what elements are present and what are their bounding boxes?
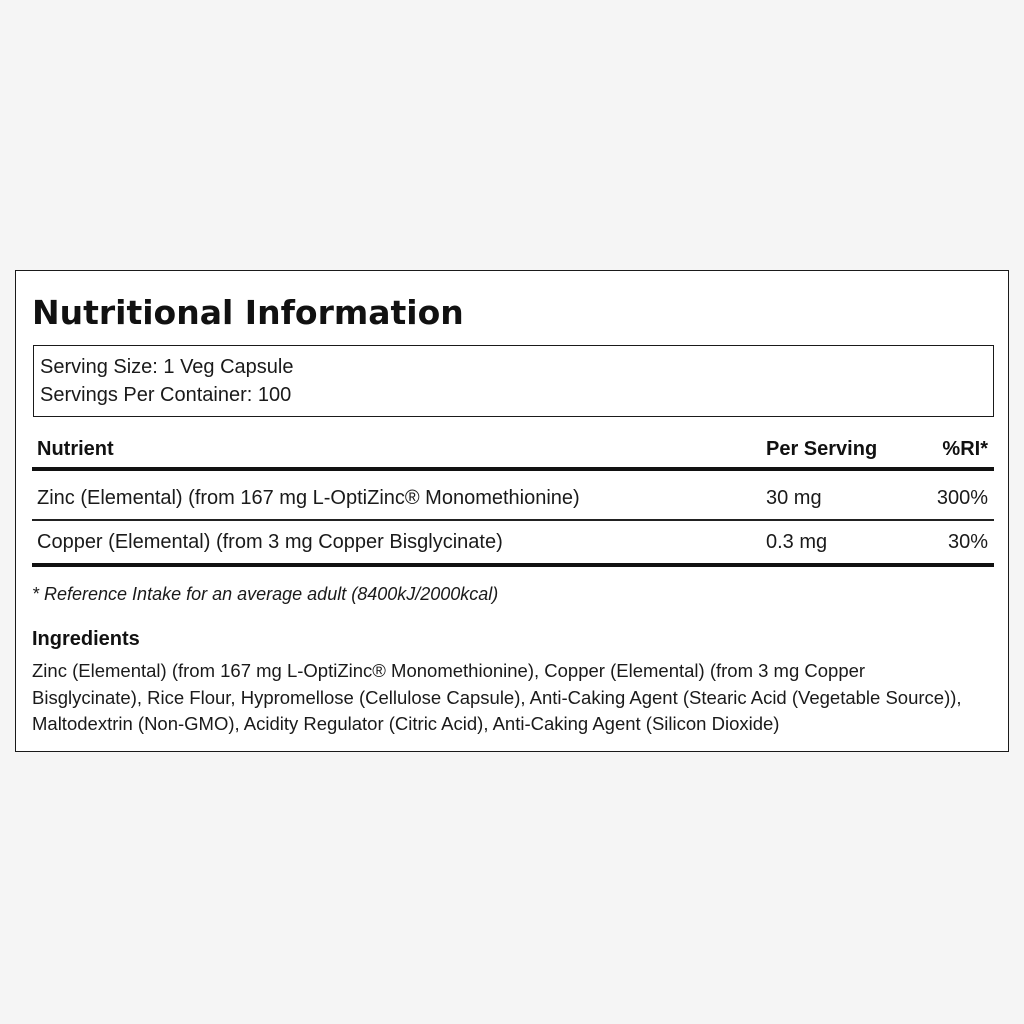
- nutrient-per-serving: 30 mg: [766, 487, 822, 509]
- nutrient-ri: 300%: [936, 487, 988, 509]
- nutrient-ri: 30%: [947, 530, 988, 553]
- header-divider: [32, 467, 994, 471]
- header-per-serving: Per Serving: [766, 438, 878, 460]
- serving-size: Serving Size: 1 Veg Capsule: [40, 356, 294, 378]
- header-ri: %RI*: [942, 438, 988, 460]
- nutrition-panel: [15, 270, 1009, 752]
- serving-info-box: [33, 345, 994, 417]
- nutrient-name: Copper (Elemental) (from 3 mg Copper Bisglycinate): [37, 530, 503, 553]
- panel-title: Nutritional Information: [32, 293, 464, 332]
- table-row: [32, 521, 994, 563]
- nutrient-table: [32, 431, 994, 567]
- servings-per-container: Servings Per Container: 100: [40, 384, 292, 406]
- ri-footnote: * Reference Intake for an average adult (8400kJ/2000kcal): [32, 584, 499, 604]
- nutrient-per-serving: 0.3 mg: [766, 530, 828, 553]
- table-row: [32, 478, 994, 519]
- ingredients-heading: Ingredients: [32, 628, 140, 650]
- table-bottom-divider: [32, 563, 994, 567]
- table-header-row: [32, 431, 994, 467]
- nutrient-name: Zinc (Elemental) (from 167 mg L-OptiZinc® Monomethionine): [37, 487, 580, 509]
- header-nutrient: Nutrient: [37, 438, 114, 460]
- ingredients-text: Zinc (Elemental) (from 167 mg L-OptiZinc® Monomethionine), Copper (Elemental) (from 3 mg Copper Bisglycinate), Rice Flour, Hypromellose (Cellulose Capsule), Anti-Caking Agent (Stearic Acid (Vegetable Source)), Maltodextrin (Non-GMO), Acidity Regulator (Citric Acid), Anti-Caking Agent (Silicon Dioxide): [32, 660, 962, 734]
